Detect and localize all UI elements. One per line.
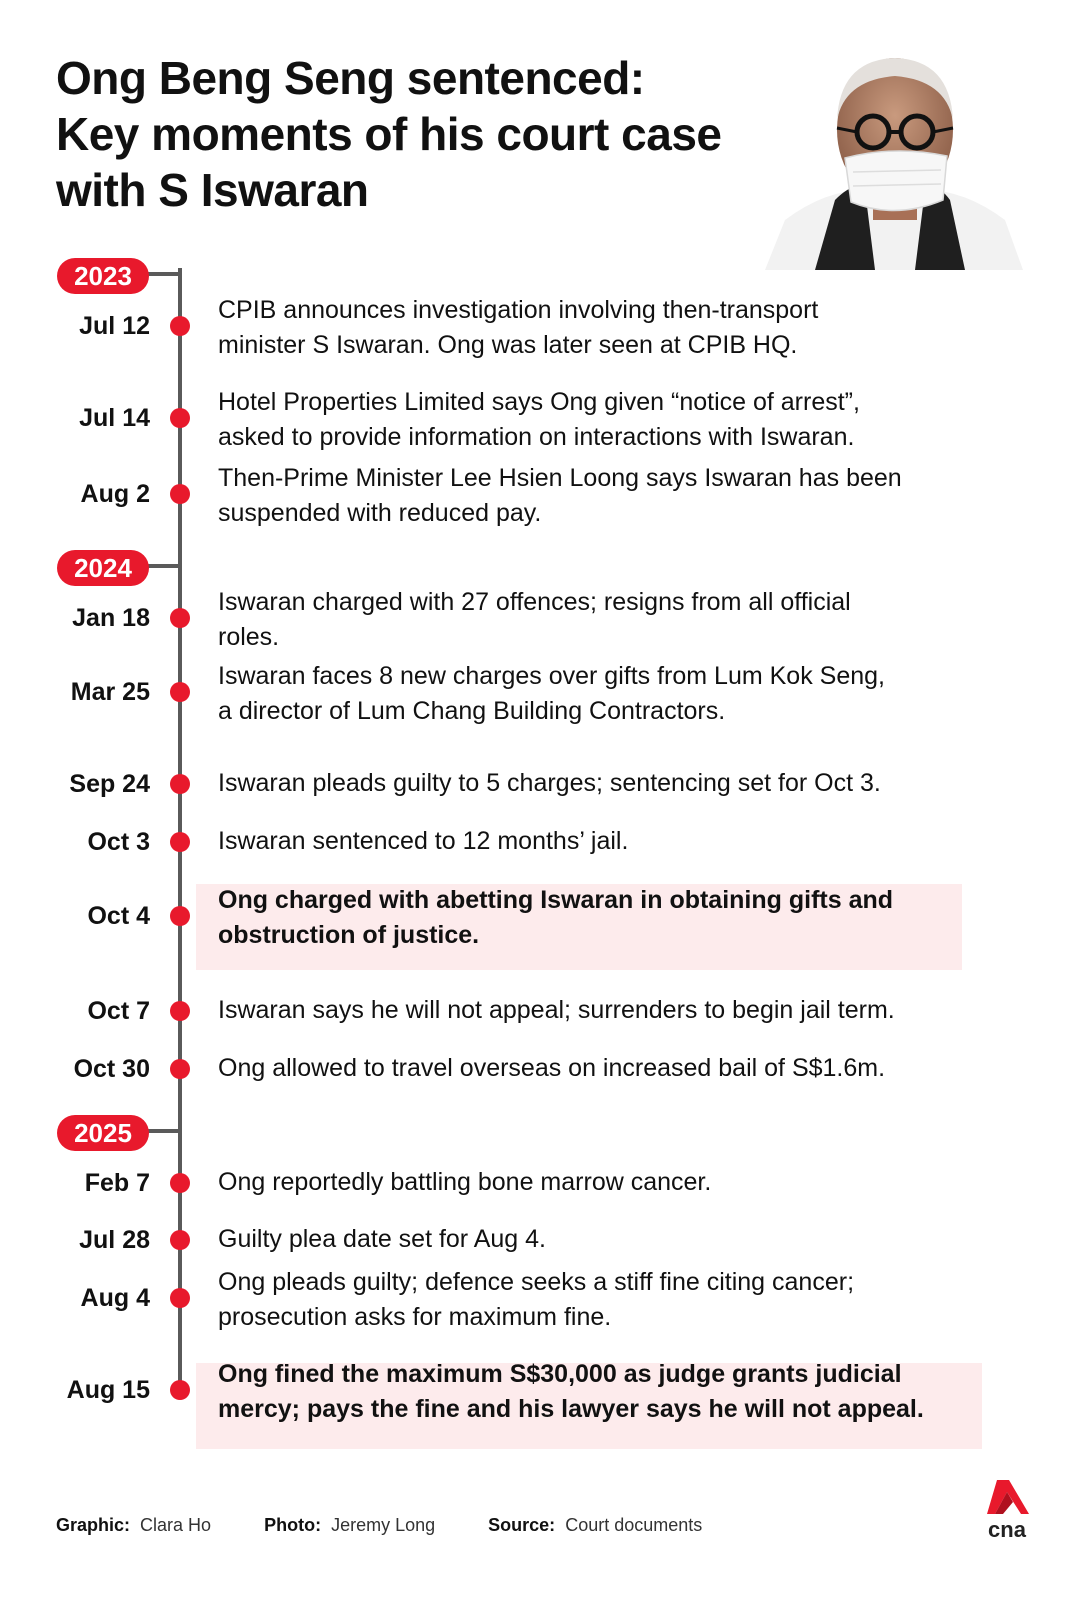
event-description xyxy=(218,1165,711,1200)
event-date: Oct 30 xyxy=(73,1055,150,1083)
event-line: Then-Prime Minister Lee Hsien Loong says Iswaran has been xyxy=(218,464,902,492)
event-line: obstruction of justice. xyxy=(218,921,480,949)
event-date: Aug 15 xyxy=(66,1376,150,1404)
event-line: Iswaran sentenced to 12 months’ jail. xyxy=(218,827,629,855)
timeline-dot xyxy=(170,1173,190,1193)
event-description-highlighted xyxy=(218,1357,924,1427)
event-description xyxy=(218,1265,854,1335)
event-date: Oct 4 xyxy=(87,902,150,930)
event-date: Aug 2 xyxy=(80,480,150,508)
event-line: mercy; pays the fine and his lawyer says he will not appeal. xyxy=(218,1395,924,1423)
timeline-dot xyxy=(170,1059,190,1079)
portrait-photo xyxy=(765,40,1025,270)
timeline-dot xyxy=(170,1230,190,1250)
credit-graphic xyxy=(56,1515,211,1535)
timeline-dot xyxy=(170,832,190,852)
year-badge: 2025 xyxy=(57,1115,149,1151)
title-line: Ong Beng Seng sentenced: xyxy=(56,52,645,104)
event-line: Hotel Properties Limited says Ong given “notice of arrest”, xyxy=(218,388,860,416)
credit-source xyxy=(488,1515,702,1535)
event-description xyxy=(218,993,895,1028)
event-date: Jul 28 xyxy=(79,1226,150,1254)
event-line: Ong allowed to travel overseas on increased bail of S$1.6m. xyxy=(218,1054,886,1082)
timeline-dot xyxy=(170,774,190,794)
event-date: Jul 12 xyxy=(79,312,150,340)
event-description xyxy=(218,585,851,655)
event-description-highlighted xyxy=(218,883,893,953)
event-description xyxy=(218,659,885,729)
event-description xyxy=(218,824,628,859)
timeline-spine xyxy=(178,268,182,1390)
timeline-dot xyxy=(170,1380,190,1400)
title-line: with S Iswaran xyxy=(56,164,369,216)
event-line: asked to provide information on interactions with Iswaran. xyxy=(218,423,855,451)
event-date: Mar 25 xyxy=(70,678,150,706)
year-badge: 2023 xyxy=(57,258,149,294)
credit-source-value: Court documents xyxy=(565,1515,703,1535)
event-line: Guilty plea date set for Aug 4. xyxy=(218,1225,546,1253)
event-line: suspended with reduced pay. xyxy=(218,499,542,527)
timeline-dot xyxy=(170,1288,190,1308)
event-date: Jul 14 xyxy=(79,404,150,432)
event-description xyxy=(218,766,881,801)
event-line: roles. xyxy=(218,623,280,651)
event-line: Ong reportedly battling bone marrow cancer. xyxy=(218,1168,712,1196)
event-line: prosecution asks for maximum fine. xyxy=(218,1303,612,1331)
event-line: a director of Lum Chang Building Contractors. xyxy=(218,697,726,725)
timeline-dot xyxy=(170,608,190,628)
title-line: Key moments of his court case xyxy=(56,108,722,160)
timeline-dot xyxy=(170,1001,190,1021)
timeline-dot xyxy=(170,484,190,504)
credit-graphic-value: Clara Ho xyxy=(140,1515,212,1535)
timeline-dot xyxy=(170,906,190,926)
credit-photo xyxy=(264,1515,435,1535)
event-line: Iswaran charged with 27 offences; resigns from all official xyxy=(218,588,851,616)
timeline-dot xyxy=(170,316,190,336)
cna-logo-icon xyxy=(983,1480,1031,1540)
event-line: Iswaran says he will not appeal; surrenders to begin jail term. xyxy=(218,996,895,1024)
credit-source-label: Source: xyxy=(488,1515,556,1535)
event-date: Feb 7 xyxy=(84,1169,150,1197)
event-line: CPIB announces investigation involving then-transport xyxy=(218,296,819,324)
event-date: Oct 7 xyxy=(87,997,150,1025)
credits xyxy=(56,1515,750,1536)
event-description xyxy=(218,461,902,531)
event-line: Iswaran pleads guilty to 5 charges; sentencing set for Oct 3. xyxy=(218,769,881,797)
page-title xyxy=(56,50,776,218)
event-date: Oct 3 xyxy=(87,828,150,856)
event-line: Ong pleads guilty; defence seeks a stiff fine citing cancer; xyxy=(218,1268,855,1296)
credit-graphic-label: Graphic: xyxy=(56,1515,131,1535)
event-description xyxy=(218,1222,546,1257)
year-badge: 2024 xyxy=(57,550,149,586)
credit-photo-label: Photo: xyxy=(264,1515,322,1535)
timeline-dot xyxy=(170,408,190,428)
cna-logo-text: cna xyxy=(988,1517,1026,1540)
event-line: Iswaran faces 8 new charges over gifts from Lum Kok Seng, xyxy=(218,662,885,690)
event-date: Jan 18 xyxy=(72,604,150,632)
event-date: Aug 4 xyxy=(80,1284,150,1312)
event-description xyxy=(218,1051,885,1086)
event-description xyxy=(218,385,860,455)
event-line: minister S Iswaran. Ong was later seen at CPIB HQ. xyxy=(218,331,798,359)
event-date: Sep 24 xyxy=(69,770,150,798)
event-description xyxy=(218,293,818,363)
event-line: Ong fined the maximum S$30,000 as judge grants judicial xyxy=(218,1360,902,1388)
timeline-dot xyxy=(170,682,190,702)
credit-photo-value: Jeremy Long xyxy=(331,1515,436,1535)
event-line: Ong charged with abetting Iswaran in obtaining gifts and xyxy=(218,886,894,914)
